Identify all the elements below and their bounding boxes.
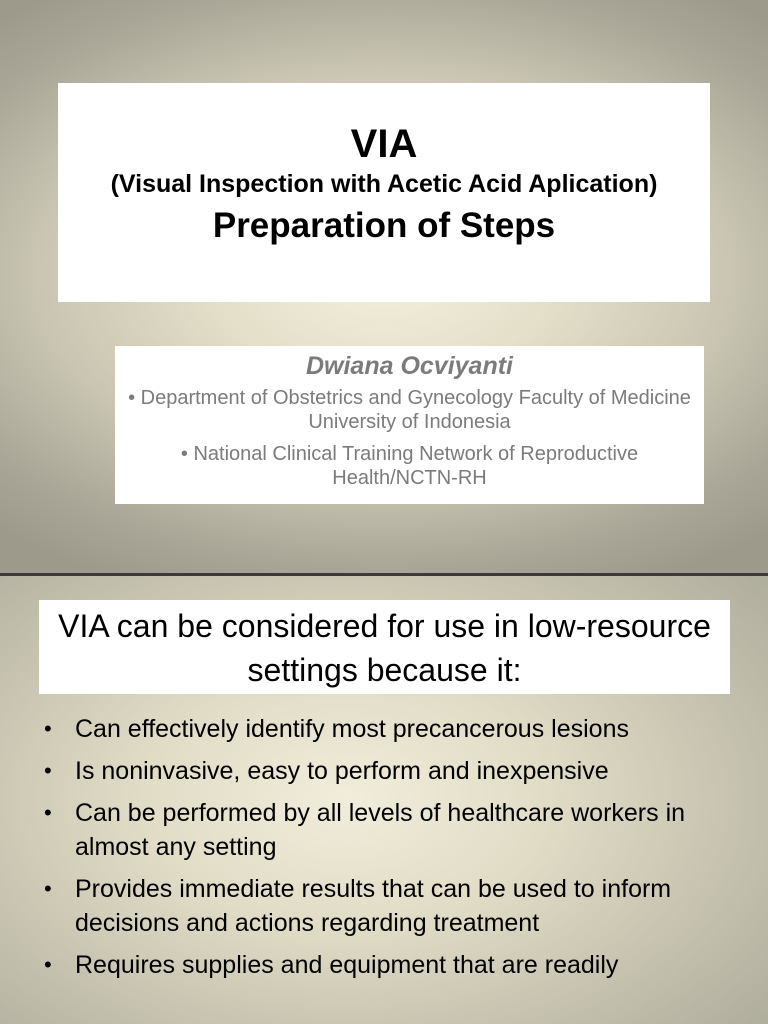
heading-box xyxy=(39,600,730,694)
slide-heading: VIA can be considered for use in low-resource settings because it: xyxy=(58,608,711,688)
bullet-dot-icon: • xyxy=(44,876,52,901)
bullet-text: Can be performed by all levels of healthcare workers in almost any setting xyxy=(75,799,686,861)
title-box xyxy=(58,83,710,302)
bullet-item xyxy=(40,948,740,982)
bullet-text: Can effectively identify most precancerous lesions xyxy=(75,715,629,743)
bullet-item xyxy=(40,872,740,940)
bullet-text: Requires supplies and equipment that are readily xyxy=(75,951,619,979)
slide-title-steps: Preparation of Steps xyxy=(212,206,556,245)
affiliation-1: • Department of Obstetrics and Gynecology Faculty of Medicine University of Indonesia xyxy=(128,387,691,433)
slide-title-text: VIA xyxy=(350,122,418,166)
bullet-text: Is noninvasive, easy to perform and inexpensive xyxy=(75,757,609,785)
bullet-item xyxy=(40,712,740,746)
author-box xyxy=(115,346,704,504)
bullet-list xyxy=(40,712,740,990)
bullet-dot-icon: • xyxy=(44,716,52,741)
bullet-dot-icon: • xyxy=(44,952,52,977)
affiliation-2: • National Clinical Training Network of Reproductive Health/NCTN-RH xyxy=(180,443,639,489)
bullet-dot-icon: • xyxy=(44,800,52,825)
slide-subtitle: (Visual Inspection with Acetic Acid Aplication) xyxy=(110,170,658,198)
bullet-item xyxy=(40,754,740,788)
bullet-text: Provides immediate results that can be used to inform decisions and actions regarding treatment xyxy=(75,875,672,937)
bullet-dot-icon: • xyxy=(44,758,52,783)
slide-via-reasons xyxy=(0,576,768,1024)
bullet-item xyxy=(40,796,740,864)
author-name: Dwiana Ocviyanti xyxy=(305,352,514,380)
